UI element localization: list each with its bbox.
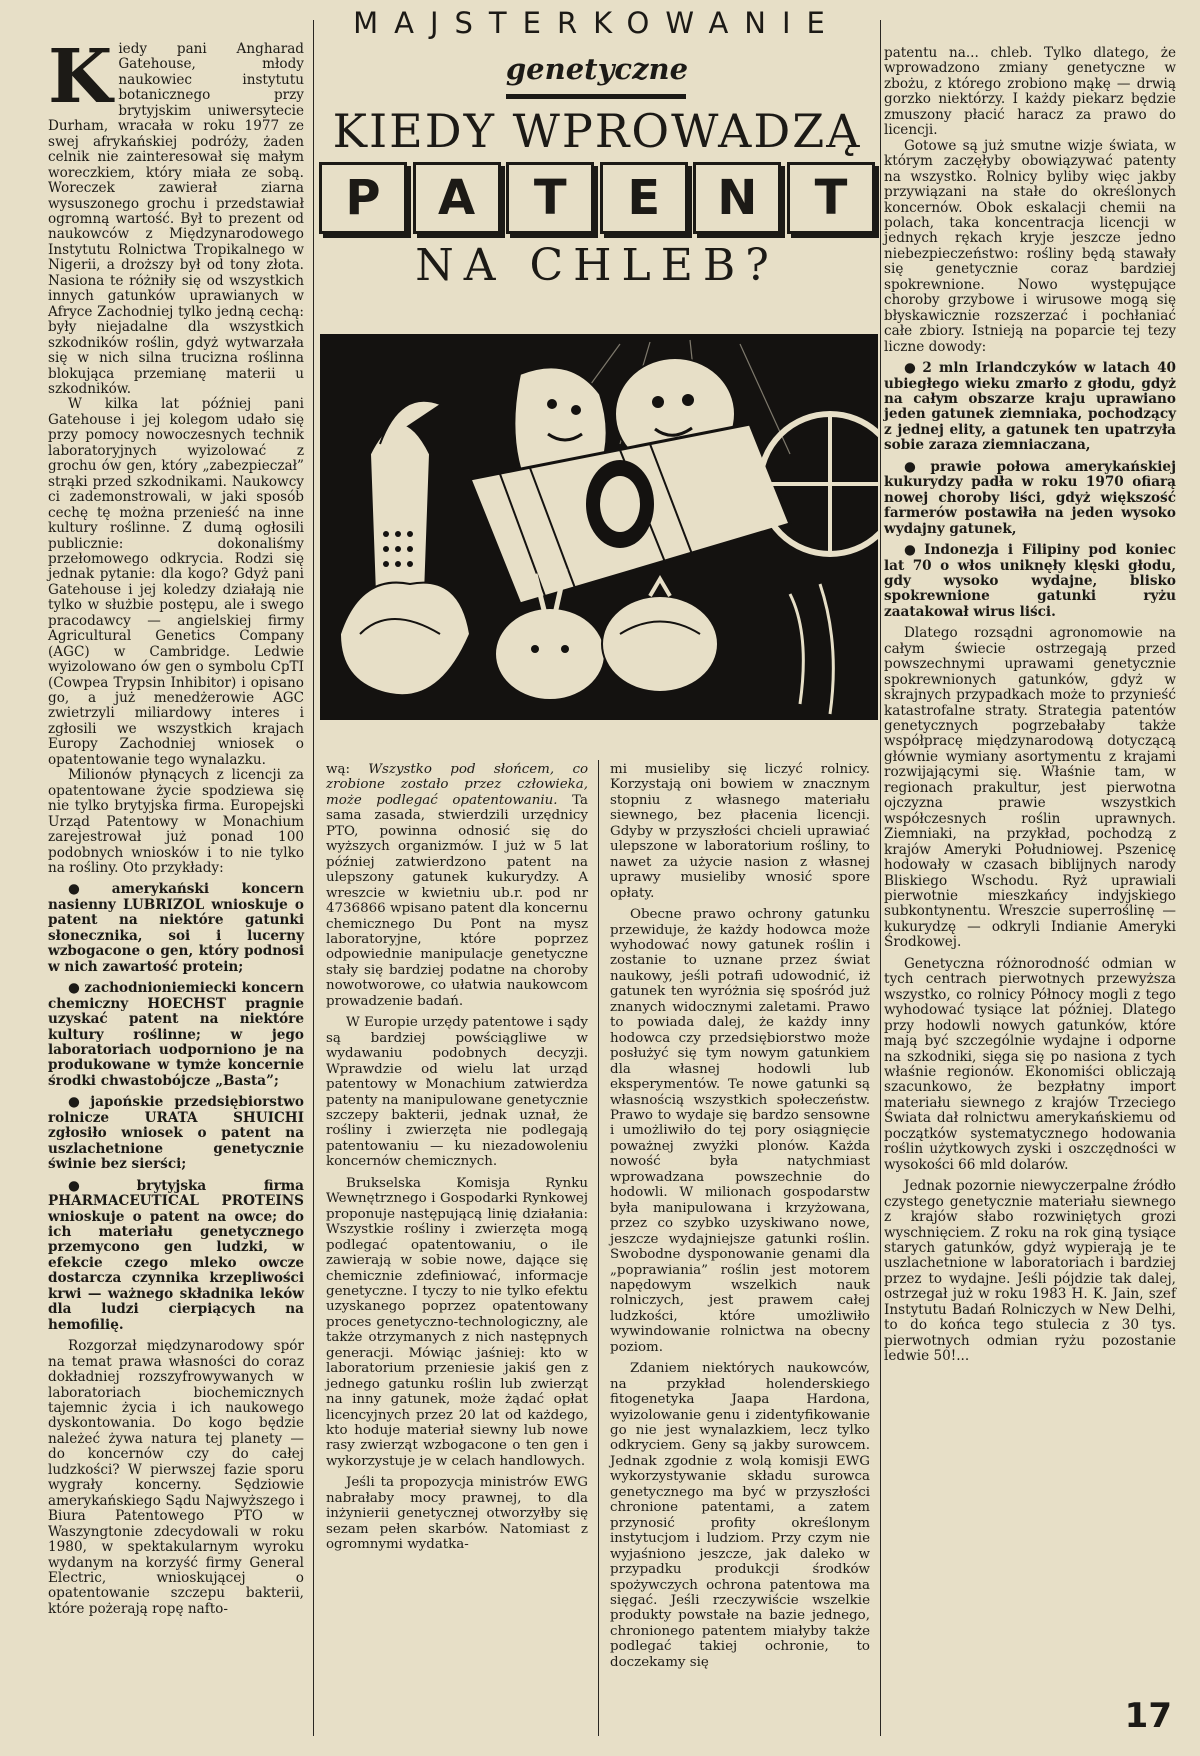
patent-letter: E	[600, 162, 688, 234]
bullet-item: ● Indonezja i Filipiny pod koniec lat 70 o włos uniknęły klęski głodu, gdy wysoko wydajne, blisko spokrewnione gatunki ryżu zaatakował wirus liści.	[884, 542, 1176, 620]
bullet-icon: ●	[904, 458, 927, 475]
paragraph: Gotowe są już smutne wizje świata, w którym zaczęłyby obowiązywać patenty na wszystko. Rolnicy byliby więc jakby przywiązani na stałe do określonych koncernów. Obok eskalacji chemii na polach, taka koncentracja licencji w jednych rękach kryje jeszcze jedno niebezpieczeństwo: rośliny będą stawały się genetycznie coraz bardziej spokrewnione. Nowo występujące choroby grzybowe i wirusowe mogą się błyskawicznie rozszerzać i pochłaniać całe zbiory. Istnieją na poparcie tej tezy liczne dowody:	[884, 137, 1176, 355]
bullet-icon: ●	[904, 360, 919, 377]
column-rule-1	[313, 20, 314, 1736]
column-1	[48, 34, 304, 1617]
paragraph: Zdaniem niektórych naukowców, na przykład holenderskiego fitogenetyka Jaapa Hardona, wyizolowanie genu i zidentyfikowanie go nie jest wynalazkiem, lecz tylko odkryciem. Geny są jakby surowcem. Jednak zgodnie z wolą komisji EWG wykorzystywanie składu surowca genetycznego ma być w przyszłości chronione patentami, a zatem przynosić profity określonym instytucjom i ludziom. Przy czym nie wyjaśniono jeszcze, jak daleko w przypadku produkcji środków spożywczych ochrona patentowa ma sięgać. Jeśli rzeczywiście wszelkie produkty powstałe na bazie jednego, chronionego patentem miałyby także podlegać takiej ochronie, to doczekamy się	[610, 1361, 870, 1670]
illustration	[320, 334, 878, 720]
paragraph: Milionów płynących z licencji za opatentowane życie spodziewa się nie tylko brytyjska firma. Europejski Urząd Patentowy w Monachium zarejestrował już ponad 100 podobnych wniosków i to nie tylko na rośliny. Oto przykłady:	[48, 767, 304, 877]
paragraph: W kilka lat później pani Gatehouse i jej kolegom udało się przy pomocy nowoczesnych technik laboratoryjnych wyizolować z grochu ów gen, który „zabezpieczał” strąki przed szkodnikami. Naukowcy ci zademonstrowali, w jaki sposób cechę tę można przenieść na inne kultury roślinne. Z dumą ogłosili publicznie: dokonaliśmy przełomowego odkrycia. Rodzi się jednak pytanie: dla kogo? Gdyż pani Gatehouse i jej koledzy działają nie tylko w służbie postępu, ale i swego pracodawcy — angielskiej firmy Agricultural Genetics Company (AGC) w Cambridge. Ledwie wyizolowano ów gen o symbolu CpTI (Cowpea Trypsin Inhibitor) i opisano go, a już menedżerowie AGC zwietrzyli miliardowy interes i zgłosili we wszystkich krajach Europy Zachodniej wniosek o opatentowanie tego wynalazku.	[48, 396, 304, 768]
headline-line-1: KIEDY WPROWADZĄ	[332, 104, 862, 158]
patent-letter: T	[506, 162, 594, 234]
column-3	[326, 762, 588, 1553]
paragraph: Genetyczna różnorodność odmian w tych centrach pierwotnych przewyższa wszystko, co rolnicy Północy mogli z tego wyhodować tysiące lat później. Dlatego przy hodowli nowych gatunków, które mają być szczególnie wydajne i odporne na szkodniki, sięga się po nasiona z tych właśnie regionów. Ekonomiści obliczają szacunkowo, że bezpłatny import materiału siewnego z krajów Trzeciego Świata dał rolnictwu amerykańskiemu od początków systematycznego hodowania roślin użytkowych zyski i oszczędności w wysokości 66 mld dolarów.	[884, 955, 1176, 1173]
paragraph: Dlatego rozsądni agronomowie na całym świecie ostrzegają przed powszechnymi uprawami genetycznie spokrewnionych gatunków, gdyż w skrajnych przypadkach może to przynieść katastrofalne straty. Strategia patentów genetycznych pogrzebałaby także współpracę międzynarodową dotyczącą głównie wymiany asortymentu z krajami rozwijającymi się. Właśnie tam, w regionach prakultur, jest pierwotna ojczyzna prawie wszystkich współczesnych roślin uprawnych. Ziemniaki, na przykład, pochodzą z krajów Ameryki Południowej. Pszenicę hodowały w czasach biblijnych narody Bliskiego Wschodu. Ryż uprawiali pierwotnie mieszkańcy indyjskiego subkontynentu. Wreszcie superroślinę — kukurydzę — odkryli Indianie Ameryki Środkowej.	[884, 625, 1176, 951]
subkicker-underline	[506, 94, 686, 99]
paragraph: Jeśli ta propozycja ministrów EWG nabrałaby mocy prawnej, to dla inżynierii genetycznej otworzyłby się sezam pełen skarbów. Natomiast z ogromnymi wydatka-	[326, 1475, 588, 1553]
bullet-icon: ●	[904, 542, 921, 559]
drop-cap: K	[48, 34, 113, 120]
patent-letter: N	[693, 162, 781, 234]
patent-letter: T	[787, 162, 875, 234]
bullet-item: ● zachodnioniemiecki koncern chemiczny HOECHST pragnie uzyskać patent na niektóre kultury roślinne; w jego laboratoriach uodporniono je na produkowane w tymże koncernie środki chwastobójcze „Basta”;	[48, 980, 304, 1089]
paragraph: wą: Wszystko pod słońcem, co zrobione zostało przez człowieka, może podlegać opatentowaniu. Ta sama zasada, stwierdzili urzędnicy PTO, powinna odnosić się do wyższych organizmów. I już w 5 lat później zatwierdzono patent na ulepszony gatunek kukurydzy. A wreszcie w kwietniu ub.r. pod nr 4736866 wpisano patent dla koncernu chemicznego Du Pont na mysz laboratoryjne, które poprzez odpowiednie manipulacje genetyczne stały się bardziej podatne na choroby nowotworowe, co ułatwia naukowcom prowadzenie badań.	[326, 762, 589, 1009]
bullet-item: ● japońskie przedsiębiorstwo rolnicze URATA SHUICHI zgłosiło wniosek o patent na uszlachetnione genetycznie świnie bez sierści;	[48, 1094, 304, 1173]
headline-line-2: NA CHLEB?	[415, 240, 779, 291]
bullet-item: ● prawie połowa amerykańskiej kukurydzy padła w roku 1970 ofiarą nowej choroby liści, gdyż większość farmerów postawiła na jeden wysoko wydajny gatunek,	[884, 458, 1176, 537]
paragraph: Obecne prawo ochrony gatunku przewiduje, że każdy hodowca może wyhodować nowy gatunek roślin i zostanie to uznane przez świat naukowy, jeśli potrafi udowodnić, iż gatunek ten wyróżnia się spośród już znanych widocznymi zaletami. Prawo to powiada dalej, że każdy inny hodowca czy przedsiębiorstwo może posłużyć się tym nowym gatunkiem dla własnej hodowli lub eksperymentów. Te nowe gatunki są własnością wszystkich społeczeństw. Prawo to wydaje się bardzo sensowne i umożliwiło do tej pory osiągnięcie poważnej zwyżki plonów. Każda nowość była natychmiast wprowadzana powszechnie do hodowli. W milionach gospodarstw była manipulowana i krzyżowana, przez co szybko uzyskiwano nowe, jeszcze wydajniejsze gatunki roślin. Swobodne dysponowanie genami dla „poprawiania” roślin jest motorem napędowym wszelkich nauk rolniczych, jest prawem całej ludzkości, które umożliwiło wywindowanie rolnictwa na obecny poziom.	[610, 907, 870, 1355]
bullet-item: ● 2 mln Irlandczyków w latach 40 ubiegłego wieku zmarło z głodu, gdyż na całym obszarze kraju uprawiano jeden gatunek ziemniaka, pochodzący z jednej elity, a gatunek ten upatrzyła sobie zaraza ziemniaczana,	[884, 360, 1176, 454]
column-4	[610, 762, 870, 1670]
bullet-icon: ●	[68, 1094, 87, 1111]
paragraph: patentu na... chleb. Tylko dlatego, że wprowadzono zmiany genetyczne w zbożu, z którego zrobiono mąkę — drwią gorzko niektórzy. I każdy piekarz będzie zmuszony płacić haracz za prawo do licencji.	[884, 45, 1176, 139]
kicker: MAJSTERKOWANIE	[353, 6, 841, 40]
column-rule-2	[880, 20, 881, 1736]
bullet-icon: ●	[68, 1177, 133, 1194]
bullet-icon: ●	[68, 881, 108, 898]
column-rule-3	[598, 760, 599, 1736]
column-5	[884, 46, 1176, 1365]
subkicker: genetyczne	[505, 52, 689, 86]
bullet-item: ● amerykański koncern nasienny LUBRIZOL wnioskuje o patent na niektóre gatunki słonecznika, soi i lucerny wzbogacone o gen, który podnosi w nich zawartość protein;	[48, 881, 304, 975]
bullet-icon: ●	[68, 980, 81, 997]
paragraph: Jednak pozornie niewyczerpalne źródło czystego genetycznie materiału siewnego z krajów słabo rozwiniętych grozi wyschnięciem. Z roku na rok giną tysiące starych gatunków, gdyż wypierają je te uszlachetnione w laboratoriach i bardziej przez to wydajne. Jeśli pójdzie tak dalej, ostrzegał już w roku 1983 H. K. Jain, szef Instytutu Badań Rolniczych w New Delhi, to do końca tego stulecia z 30 tys. pierwotnych odmian ryżu pozostanie ledwie 50!...	[884, 1178, 1176, 1365]
paragraph: mi musieliby się liczyć rolnicy. Korzystają oni bowiem w znacznym stopniu z własnego materiału siewnego, bez płacenia licencji. Gdyby w przyszłości chcieli uprawiać ulepszone w laboratorium rośliny, to nawet za użycie nasion z własnej uprawy musieliby wnosić spore opłaty.	[610, 762, 870, 901]
paragraph: Rozgorzał międzynarodowy spór na temat prawa własności do coraz dokładniej rozszyfrowywanych w laboratoriach biochemicznych tajemnic życia i ich naukowego dyskontowania. Do kogo będzie należeć żywa natura tej planety — do koncernów czy do całej ludzkości? W pierwszej fazie sporu wygrały koncerny. Sędziowie amerykańskiego Sądu Najwyższego i Biura Patentowego PTO w Waszyngtonie zdecydowali w roku 1980, w spektakularnym wyroku wydanym na korzyść firmy General Electric, wnioskującej o opatentowanie szczepu bakterii, które pożerają ropę nafto-	[48, 1338, 304, 1617]
patent-letter: P	[319, 162, 407, 234]
vegetables-illustration	[320, 334, 878, 720]
paragraph: iedy pani Angharad Gatehouse, młody naukowiec instytutu botanicznego przy brytyjskim uniwersytecie Durham, wracała w roku 1977 ze swej afrykańskiej podróży, żaden celnik nie zainteresował się małym woreczkiem, który miała ze sobą. Woreczek zawierał ziarna wysuszonego grochu i przedstawiał ogromną wartość. Był to prezent od naukowców z Międzynarodowego Instytutu Rolnictwa Tropikalnego w Nigerii, a droższy był od tony złota. Nasiona te różniły się od wszystkich innych gatunków uprawianych w Afryce Zachodniej tylko jedną cechą: były niejadalne dla wszystkich szkodników roślin, gdyż wytwarzała się w nich silna trucizna roślinna blokująca przemianę materii u szkodników.	[48, 41, 304, 397]
paragraph: W Europie urzędy patentowe i sądy są bardziej powściągliwe w wydawaniu podobnych decyzji. Wprawdzie od wielu lat urząd patentowy w Monachium zatwierdza patenty na manipulowane genetycznie szczepy bakterii, jednak uznał, że rośliny i zwierzęta nie podlegają patentowaniu — ku niezadowoleniu koncernów chemicznych.	[326, 1015, 588, 1170]
page-number: 17	[1124, 1696, 1172, 1736]
patent-letter: A	[413, 162, 501, 234]
bullet-item: ● brytyjska firma PHARMACEUTICAL PROTEINS wnioskuje o patent na owce; do ich materiału genetycznego przemycono gen ludzki, w efekcie czego mleko owcze dostarcza czynnika krzepliwości krwi — ważnego składnika leków dla ludzi cierpiących na hemofilię.	[48, 1177, 304, 1333]
patent-letters	[319, 162, 875, 232]
paragraph: Brukselska Komisja Rynku Wewnętrznego i Gospodarki Rynkowej proponuje następującą linię działania: Wszystkie rośliny i zwierzęta mogą podlegać opatentowaniu, o ile zawierają w sobie nowe, dające się chemicznie zdefiniować, informacje genetyczne. I tyczy to nie tylko efektu uzyskanego poprzez opatentowany proces genetyczno-technologiczny, ale także otrzymanych z nich następnych generacji. Mówiąc jaśniej: kto w laboratorium przeniesie jakiś gen z jednego gatunku roślin lub zwierząt na inny gatunek, może żądać opłat licencyjnych przez 20 lat od każdego, kto hoduje materiał siewny lub nowe rasy zwierząt wzbogacone o ten gen i wykorzystuje je w celach handlowych.	[326, 1175, 588, 1469]
